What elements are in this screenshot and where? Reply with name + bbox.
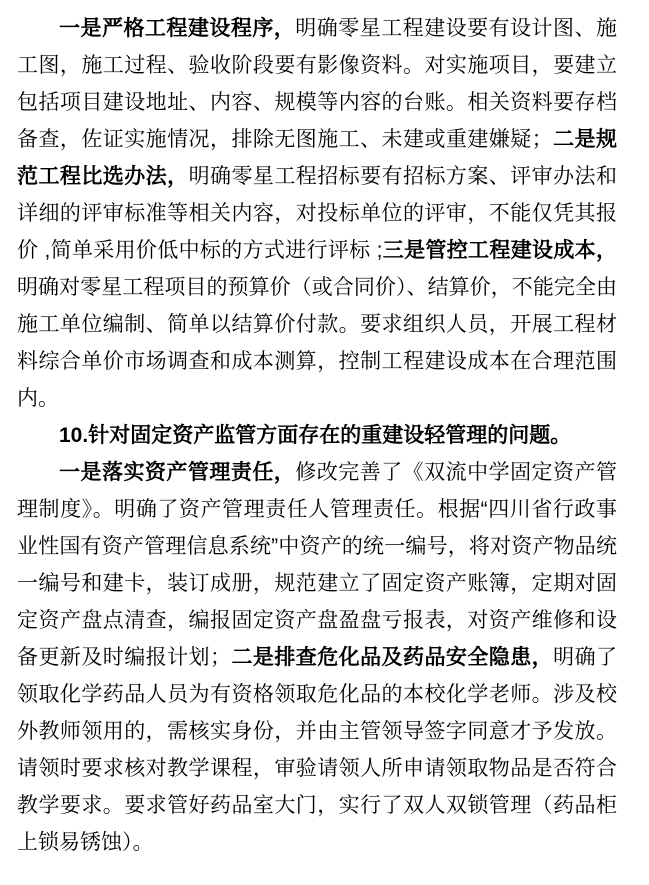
text-run: 明确零星工程建设要有设计图、施工图，施工过程、验收阶段要有影像资料。对实施项目，要建立包括项目建设地址、内容、规模等内容的台账。相关资料要存档备查，佐证实施情况，排除无图施工、未建或重建嫌疑； xyxy=(17,17,617,151)
text-run-emphasis: 二是规范工程比选办法， xyxy=(17,128,618,188)
text-run-emphasis: 一是落实资产管理责任， xyxy=(59,461,296,484)
text-run: 明确了领取化学药品人员为有资格领取危化品的本校化学老师。涉及校外教师领用的，需核实身份，并由主管领导签字同意才予发放。请领时要求核对教学课程，审验请领人所申请领取物品是否符合教学要求。要求管好药品室大门，实行了双人双锁管理（药品柜上锁易锈蚀）。 xyxy=(17,646,618,854)
text-run-emphasis: 一是严格工程建设程序， xyxy=(59,17,296,40)
text-run: 修改完善了《双流中学固定资产管理制度》。明确了资产管理责任人管理责任。根据“四川省行政事业性国有资产管理信息系统”中资产的统一编号，将对资产物品统一编号和建卡，装订成册，规范建立了固定资产账簿，定期对固定资产盘点清查，编报固定资产盘盈盘亏报表，对资产维修和设备更新及时编报计划； xyxy=(17,461,617,669)
text-run-emphasis: 三是管控工程建设成本， xyxy=(382,239,617,262)
text-run-emphasis: 10.针对固定资产监管方面存在的重建设轻管理的问题。 xyxy=(59,424,572,447)
body-paragraph-construction xyxy=(17,10,617,417)
text-run: 明确零星工程招标要有招标方案、评审办法和详细的评审标准等相关内容，对投标单位的评审，不能仅凭其报价 ,简单采用价低中标的方式进行评标 ; xyxy=(17,165,618,262)
text-run-emphasis: 二是排查危化品及药品安全隐患， xyxy=(231,646,554,669)
body-paragraph-fixed-assets xyxy=(17,454,617,861)
section-heading-item-10 xyxy=(17,417,617,454)
text-run: 明确对零星工程项目的预算价（或合同价）、结算价，不能完全由施工单位编制、简单以结算价付款。要求组织人员，开展工程材料综合单价市场调查和成本测算，控制工程建设成本在合理范围内。 xyxy=(17,276,617,410)
